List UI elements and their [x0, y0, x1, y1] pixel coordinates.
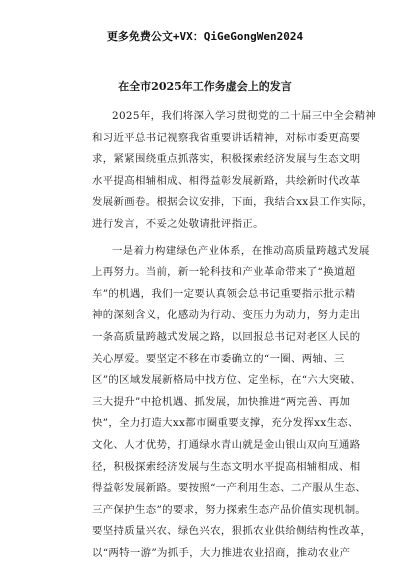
text-line: 径，积极探索经济发展与生态文明水平提高相辅相成、相 [92, 460, 361, 473]
text-line: 发展新画卷。根据会议安排，下面，我结合xx县工作实际， [92, 196, 373, 209]
promo-header: 更多免费公文+VX：QiGeGongWen2024 [106, 30, 304, 43]
document-title: 在全市2025年工作务虚会上的发言 [118, 80, 292, 93]
text-line: 得益彰发展新路。要按照“一产利用生态、二产服从生态、 [92, 482, 367, 495]
text-line: 关心厚爱。要坚定不移在市委确立的“一圈、两轴、三 [92, 352, 345, 365]
text-line: 一是着力构建绿色产业体系，在推动高质量跨越式发展 [112, 244, 370, 257]
text-line: 三大提升”中抢机遇、抓发展，加快推进“两完善、再加 [92, 395, 351, 408]
text-line: 要坚持质量兴农、绿色兴农，狠抓农业供给侧结构性改革， [92, 525, 372, 538]
text-line: 车”的机遇，我们一定要认真领会总书记重要指示批示精 [92, 287, 356, 300]
document-body [92, 106, 377, 564]
text-line: 求，紧紧围绕重点抓落实，积极探索经济发展与生态文明 [92, 153, 361, 166]
text-line: 神的深刻含义，化感动为行动、变压力为动力，努力走出 [92, 309, 361, 322]
text-line: 一条高质量跨越式发展之路，以回报总书记对老区人民的 [92, 330, 361, 343]
paragraph [92, 106, 377, 236]
text-line: 上再努力。当前，新一轮科技和产业革命带来了“换道超 [92, 266, 356, 279]
text-line: 快”，全力打造大xx都市圈重要支撑，充分发挥xx生态、 [92, 417, 359, 430]
paragraph [92, 241, 372, 565]
text-line: 以“两特一游”为抓手，大力推进农业招商，推动农业产 [92, 546, 351, 559]
text-line: 进行发言，不妥之处敬请批评指正。 [92, 217, 264, 230]
text-line: 三产保护生态”的要求，努力探索生态产品价值实现机制。 [92, 503, 367, 516]
text-line: 2025年，我们将深入学习贯彻党的二十届三中全会精神 [112, 110, 377, 122]
text-line: 水平提高相辅相成、相得益彰发展新路，共绘新时代改革 [92, 174, 361, 187]
text-line: 区”的区域发展新格局中找方位、定坐标，在“六大突破、 [92, 374, 362, 387]
text-line: 和习近平总书记视察我省重要讲话精神，对标市委更高要 [92, 131, 361, 144]
text-line: 文化、人才优势，打通绿水青山就是金山银山双向互通路 [92, 438, 361, 451]
